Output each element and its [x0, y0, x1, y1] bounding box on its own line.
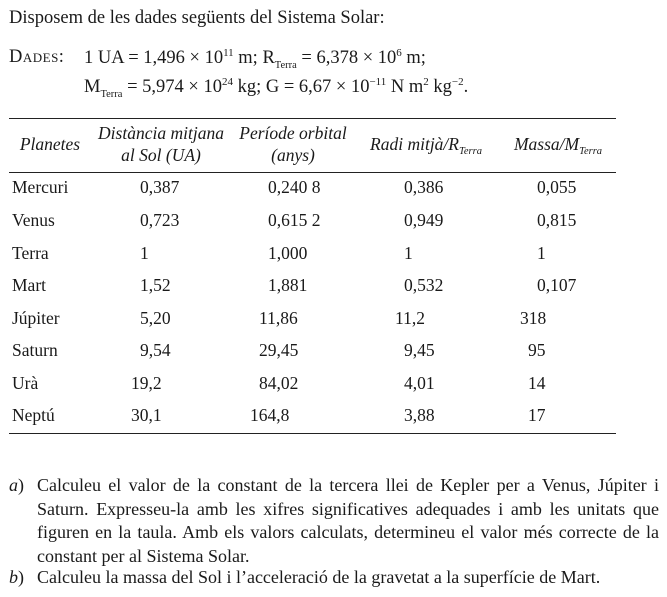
data-line-2-part: kg; G = 6,67 × 10	[232, 77, 370, 97]
exponent: 24	[221, 76, 233, 88]
header-period-line-2: (anys)	[271, 145, 315, 165]
header-radius	[356, 133, 496, 163]
data-line-1	[84, 47, 426, 71]
data-line-1-part: m;	[401, 48, 426, 68]
cell-period: 164,8	[250, 405, 290, 425]
data-line-2-part: kg	[428, 77, 452, 97]
header-period	[232, 122, 354, 166]
data-line-1-part: = 6,378 × 10	[296, 48, 397, 68]
cell-period: 1,881	[268, 275, 308, 295]
exponent: 2	[423, 76, 429, 88]
cell-radius: 0,386	[404, 177, 444, 197]
header-distance	[88, 122, 234, 166]
cell-radius: 11,2	[395, 308, 425, 328]
cell-mass: 318	[520, 308, 547, 328]
table-bottom-rule	[9, 433, 616, 434]
cell-period: 0,240 8	[268, 177, 321, 197]
cell-mass: 17	[528, 405, 546, 425]
header-period-line-1: Període orbital	[239, 123, 347, 143]
cell-planet: Neptú	[12, 405, 55, 425]
cell-radius: 9,45	[404, 340, 435, 360]
header-mass-main: Massa/M	[513, 134, 580, 154]
cell-distance: 0,387	[140, 177, 180, 197]
cell-distance: 5,20	[140, 308, 171, 328]
header-mass-sub: Terra	[579, 146, 603, 157]
cell-distance: 1,52	[140, 275, 171, 295]
data-label: Dades:	[9, 47, 65, 67]
cell-radius: 0,532	[404, 275, 444, 295]
cell-planet: Mart	[12, 275, 47, 295]
cell-planet: Venus	[12, 210, 55, 230]
exponent: 11	[223, 47, 234, 59]
cell-period: 29,45	[259, 340, 299, 360]
cell-radius: 0,949	[404, 210, 444, 230]
cell-distance: 1	[140, 243, 149, 263]
cell-distance: 30,1	[131, 405, 162, 425]
question-b-paren: )	[18, 567, 24, 587]
cell-radius: 3,88	[404, 405, 435, 425]
question-a-label	[9, 474, 24, 498]
exponent: −11	[369, 76, 387, 88]
cell-distance: 9,54	[140, 340, 171, 360]
cell-planet: Urà	[12, 373, 39, 393]
exponent: 6	[396, 47, 402, 59]
cell-mass: 95	[528, 340, 546, 360]
cell-planet: Mercuri	[12, 177, 69, 197]
cell-mass: 0,055	[537, 177, 577, 197]
subscript: Terra	[100, 89, 123, 100]
cell-mass: 0,107	[537, 275, 577, 295]
cell-distance: 0,723	[140, 210, 180, 230]
question-a-paren: )	[18, 475, 24, 495]
question-b	[9, 566, 659, 590]
question-b-text: Calculeu la massa del Sol i l’acceleració de la gravetat a la superfície de Mart.	[37, 567, 601, 587]
cell-radius: 1	[404, 243, 413, 263]
cell-distance: 19,2	[131, 373, 162, 393]
data-line-2-part: .	[463, 77, 469, 97]
exponent: −2	[451, 76, 464, 88]
header-distance-line-1: Distància mitjana	[98, 123, 224, 143]
cell-period: 0,615 2	[268, 210, 321, 230]
cell-period: 84,02	[259, 373, 299, 393]
data-line-2-part: N m	[386, 77, 424, 97]
header-radius-sub: Terra	[458, 146, 482, 157]
table-top-rule	[9, 118, 616, 119]
data-line-2-part: = 5,974 × 10	[122, 77, 222, 97]
data-line-1-part: m; R	[233, 48, 275, 68]
question-a-letter: a	[9, 475, 18, 495]
header-distance-line-2: al Sol (UA)	[121, 145, 201, 165]
cell-period: 11,86	[259, 308, 298, 328]
subscript: Terra	[274, 60, 297, 71]
cell-mass: 14	[528, 373, 546, 393]
cell-planet: Saturn	[12, 340, 58, 360]
question-a-text: Calculeu el valor de la constant de la tercera llei de Kepler per a Venus, Júpiter i Saturn. Expresseu-la amb les xifres significatives adequades i amb les unitats que figuren en la taula. Amb els valors calculats, determineu el valor més correcte de la constant per al Sistema Solar.	[37, 475, 659, 566]
question-a	[9, 474, 659, 568]
cell-planet: Terra	[12, 243, 49, 263]
data-line-2	[84, 76, 468, 100]
header-planets: Planetes	[19, 134, 81, 154]
cell-period: 1,000	[268, 243, 308, 263]
intro-text: Disposem de les dades següents del Sistema Solar:	[9, 8, 385, 28]
data-line-2-part: M	[84, 77, 101, 97]
header-mass	[504, 133, 612, 163]
table-header-rule	[9, 172, 616, 173]
data-line-1-part: 1 UA = 1,496 × 10	[84, 48, 224, 68]
question-b-label	[9, 566, 24, 590]
header-radius-main: Radi mitjà/R	[370, 134, 459, 154]
question-b-letter: b	[9, 567, 18, 587]
cell-mass: 0,815	[537, 210, 577, 230]
cell-planet: Júpiter	[12, 308, 60, 328]
cell-mass: 1	[537, 243, 546, 263]
cell-radius: 4,01	[404, 373, 435, 393]
